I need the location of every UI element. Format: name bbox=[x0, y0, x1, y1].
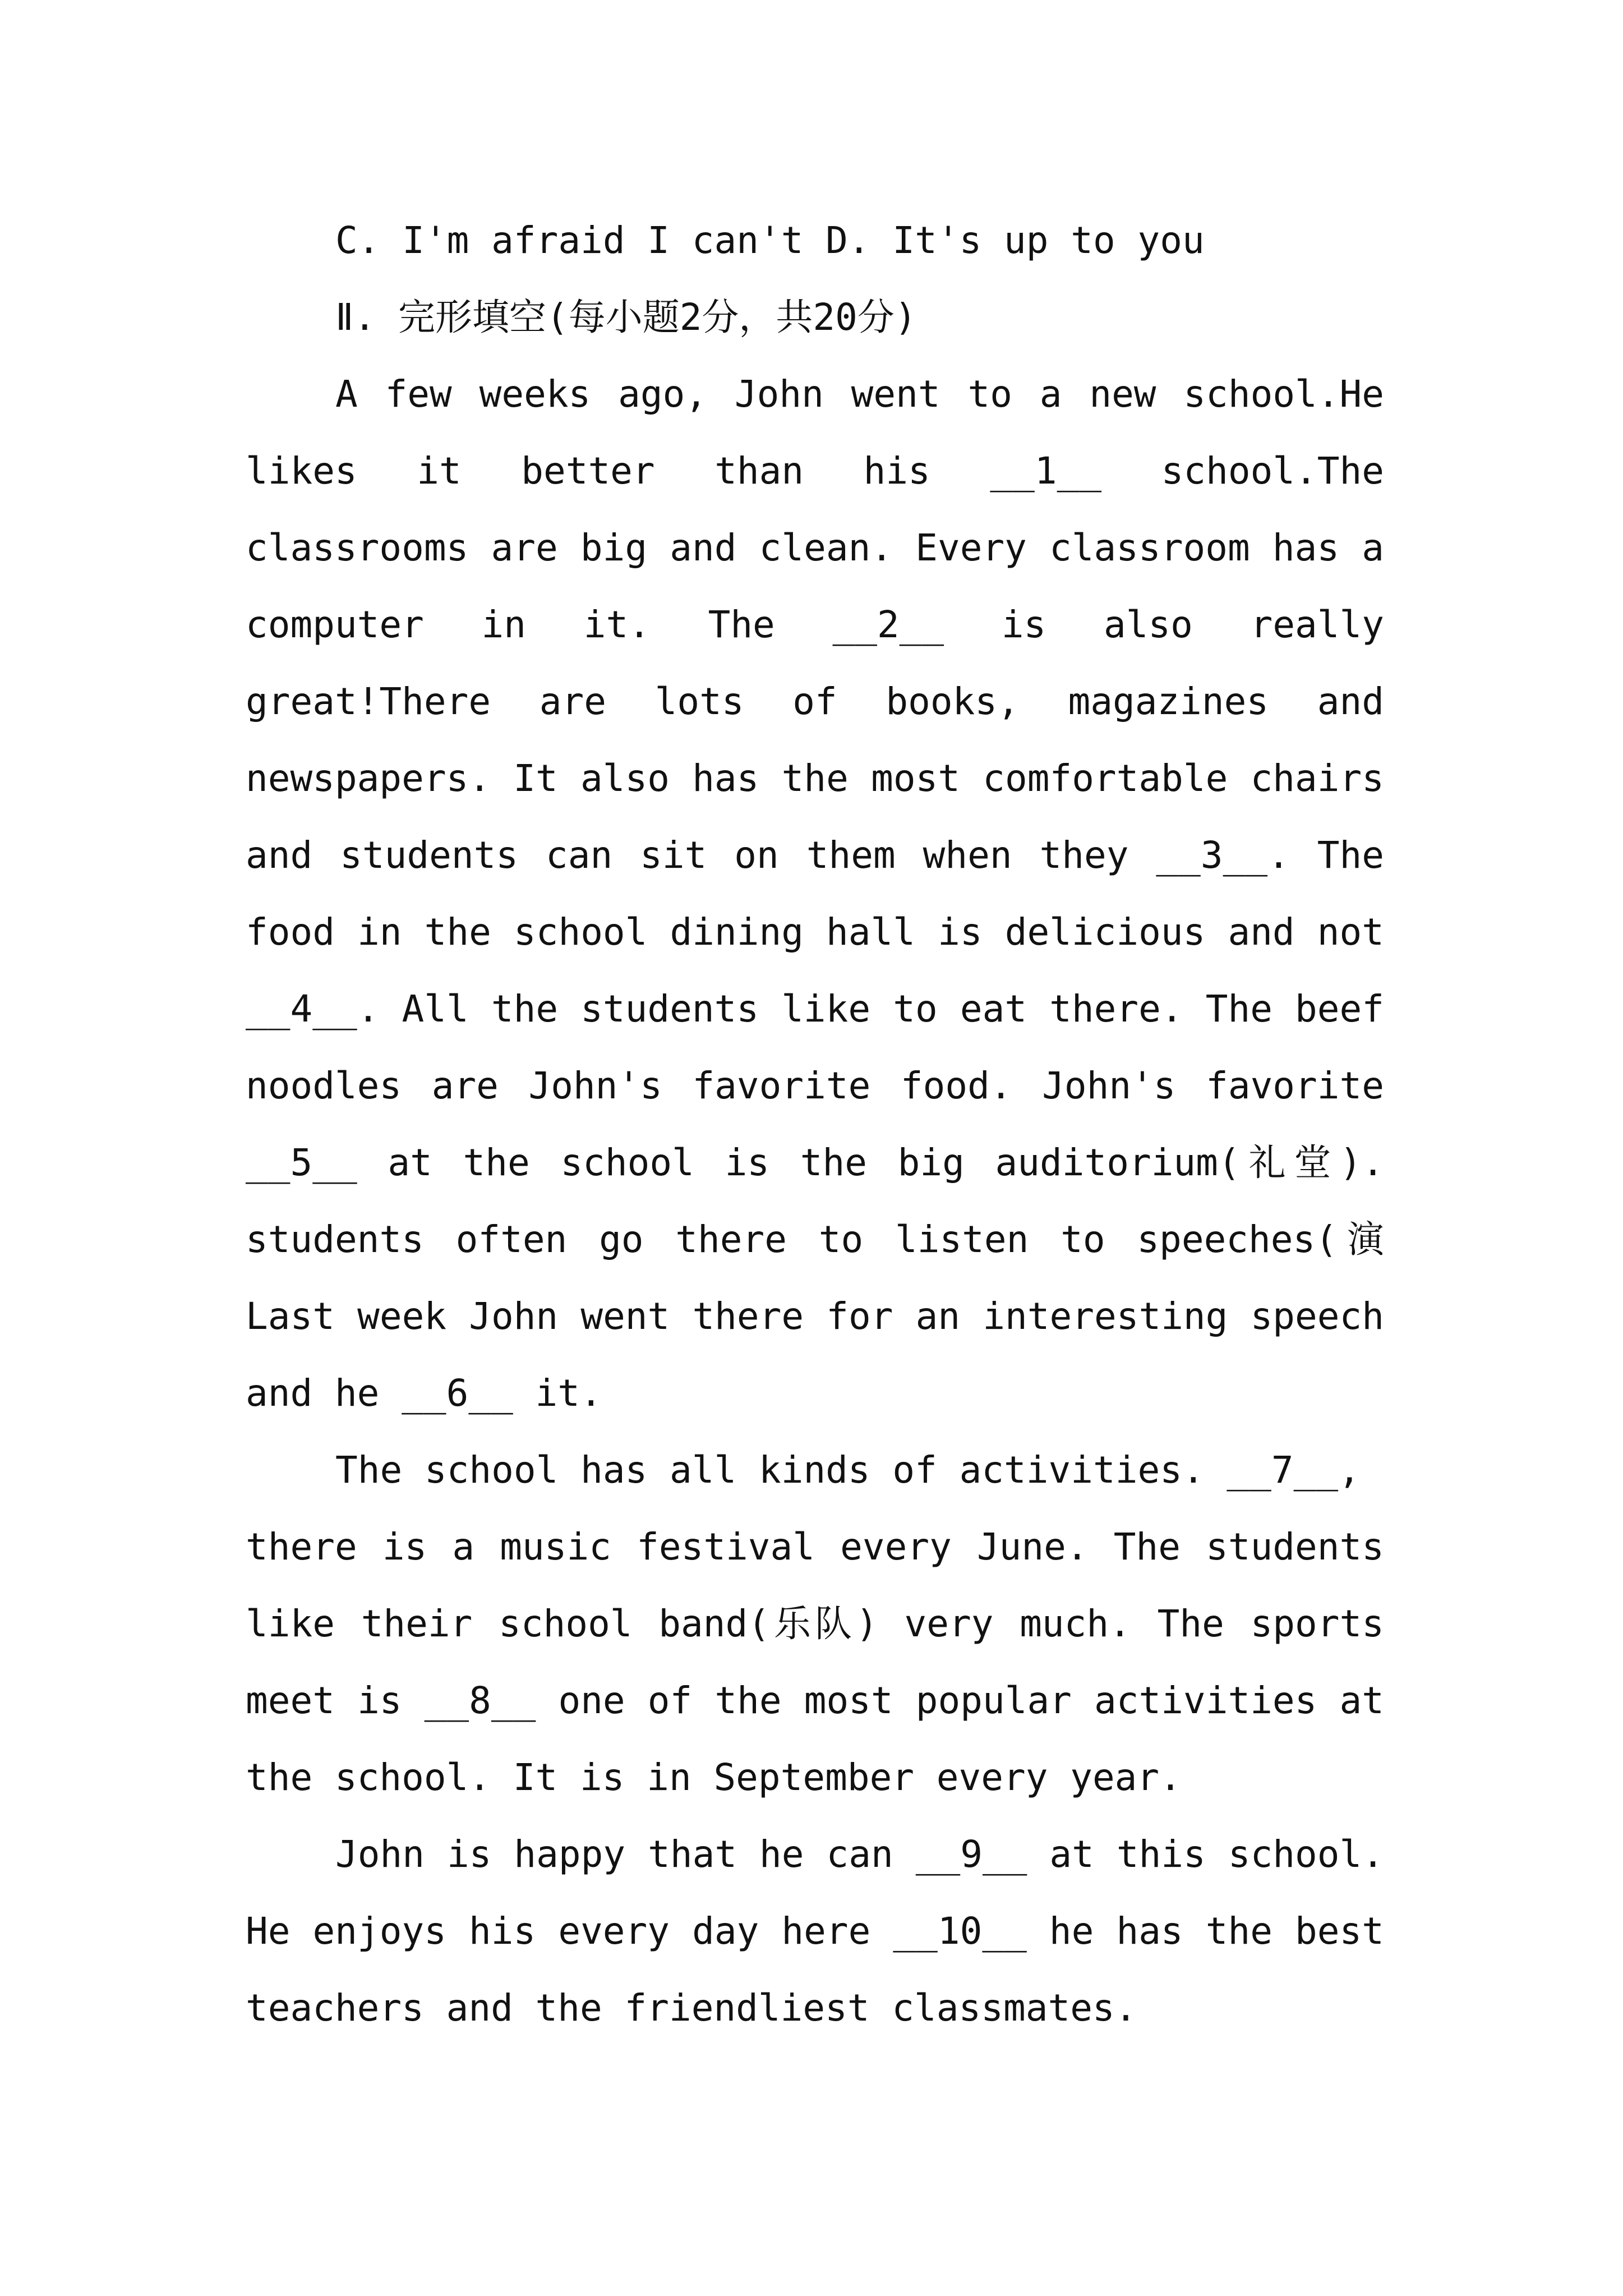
text-line: food in the school dining hall is delicious and not bbox=[246, 910, 1384, 954]
section-heading: Ⅱ. 完形填空(每小题2分，共20分) bbox=[335, 296, 917, 339]
text-line: students often go there to listen to speeches(演 bbox=[246, 1218, 1384, 1261]
text-line: meet is __8__ one of the most popular activities at bbox=[246, 1679, 1384, 1722]
text-line: __5__ at the school is the big auditorium(礼堂). bbox=[246, 1141, 1384, 1184]
text-line: and he __6__ it. bbox=[246, 1372, 602, 1415]
text-line: He enjoys his every day here __10__ he has the best bbox=[246, 1910, 1384, 1953]
paragraph-2 bbox=[246, 1432, 1384, 1816]
text-line: teachers and the friendliest classmates. bbox=[246, 1986, 1137, 2030]
document-body bbox=[246, 202, 1384, 2046]
text-line: and students can sit on them when they __3__. The bbox=[246, 834, 1384, 877]
text-line: classrooms are big and clean. Every classroom has a bbox=[246, 526, 1384, 569]
text-line: likes it better than his __1__ school.The bbox=[246, 449, 1384, 493]
text-line: there is a music festival every June. The students bbox=[246, 1525, 1384, 1568]
text-line: The school has all kinds of activities. __7__, bbox=[335, 1448, 1361, 1492]
paragraph-3 bbox=[246, 1816, 1384, 2046]
text-line: noodles are John's favorite food. John's favorite bbox=[246, 1064, 1384, 1107]
answer-options-line: C. I'm afraid I can't D. It's up to you bbox=[335, 219, 1205, 262]
text-line: __4__. All the students like to eat there. The beef bbox=[246, 987, 1384, 1030]
text-line: the school. It is in September every year. bbox=[246, 1756, 1182, 1799]
paragraph-1 bbox=[246, 356, 1384, 1432]
text-line: great!There are lots of books, magazines and bbox=[246, 680, 1384, 723]
text-line: A few weeks ago, John went to a new school.He bbox=[335, 372, 1384, 416]
text-line: newspapers. It also has the most comfortable chairs bbox=[246, 757, 1384, 800]
text-line: computer in it. The __2__ is also really bbox=[246, 603, 1384, 646]
text-line: Last week John went there for an interesting speech bbox=[246, 1295, 1384, 1338]
text-line: like their school band(乐队) very much. The sports bbox=[246, 1602, 1384, 1645]
text-line: John is happy that he can __9__ at this school. bbox=[335, 1833, 1384, 1876]
